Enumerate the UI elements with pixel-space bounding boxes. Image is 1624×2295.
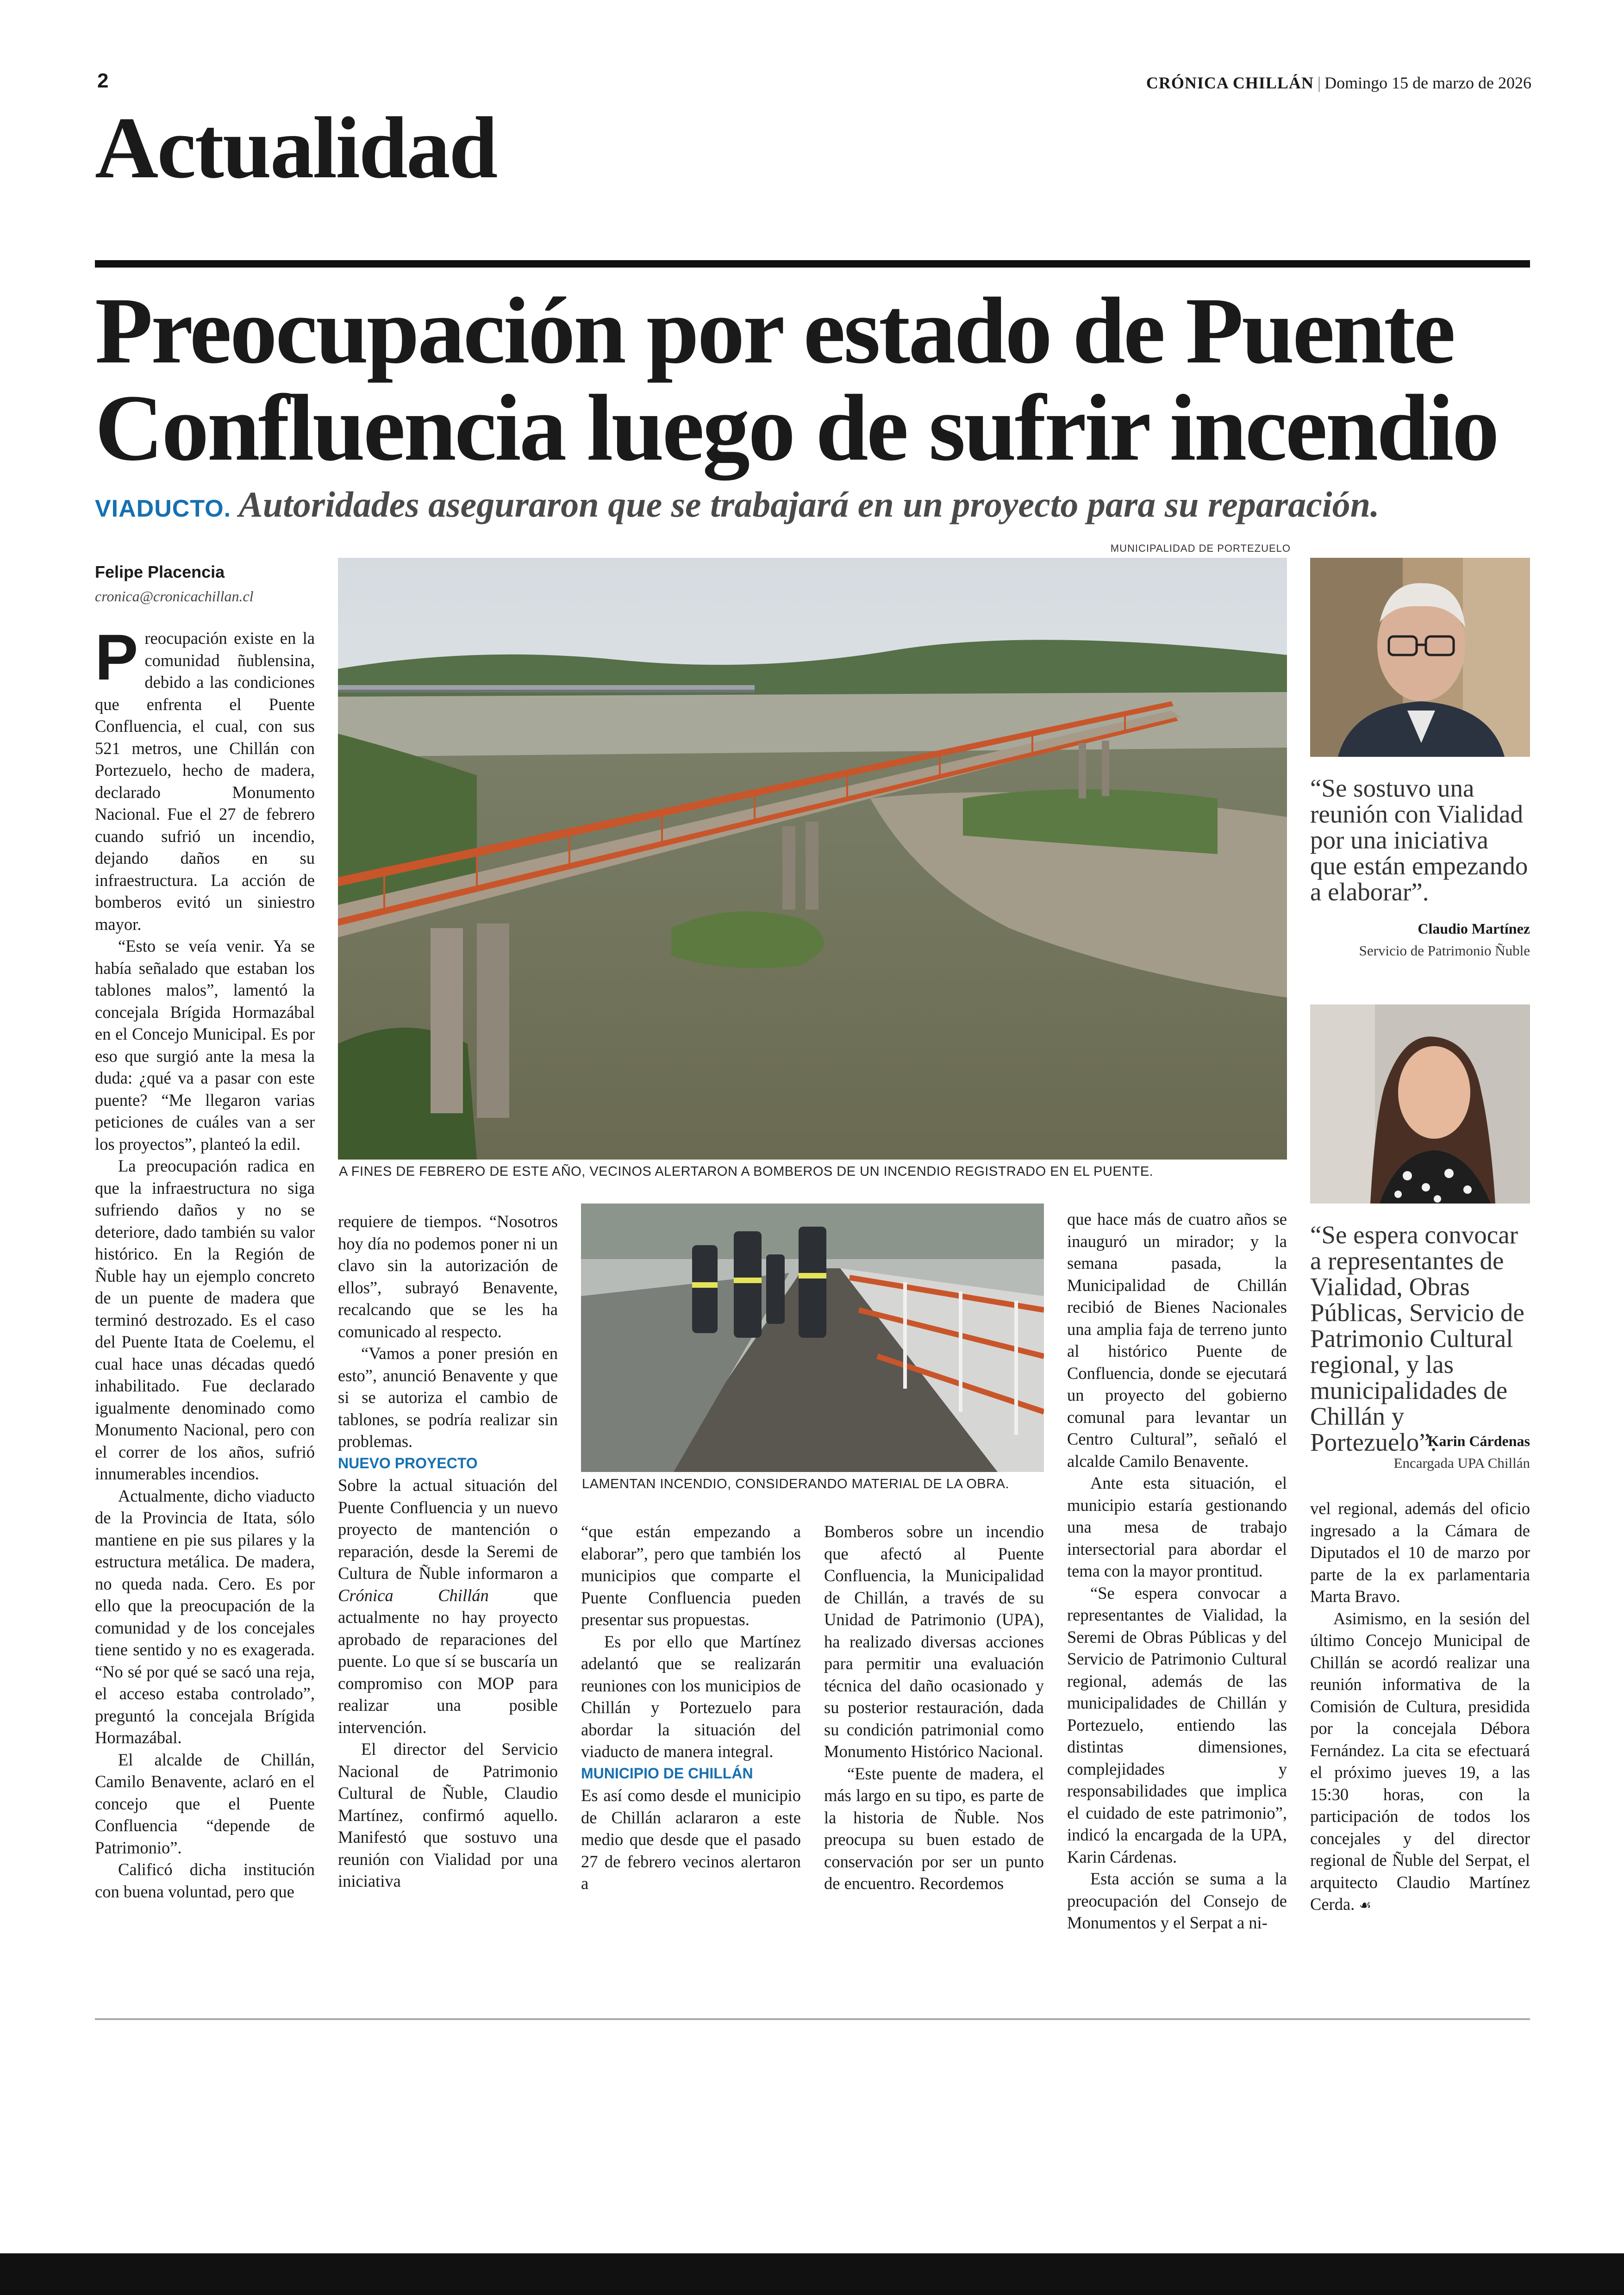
page-number: 2 bbox=[97, 69, 109, 92]
masthead bbox=[1146, 73, 1531, 93]
paragraph: Es por ello que Martínez adelantó que se realizarán reuniones con los municipios de Chillán y Portezuelo para abordar la situación del viaducto de manera integral. bbox=[581, 1632, 801, 1761]
paragraph: El alcalde de Chillán, Camilo Benavente, aclaró en el concejo que el Puente Confluencia “depende de Patrimonio”. bbox=[95, 1750, 315, 1857]
quote-2-role: Encargada UPA Chillán bbox=[1393, 1455, 1530, 1471]
firefighters-photo bbox=[581, 1204, 1044, 1472]
paragraph: que hace más de cuatro años se inauguró un mirador; y la semana pasada, la Municipalidad de Chillán recibió de Bienes Nacionales una amplia faja de terreno junto al histórico Puente de Confluencia, donde se ejecutará un proyecto del gobierno comunal para levantar un Centro Cultural”, señaló el alcalde Camilo Benavente. bbox=[1067, 1210, 1287, 1471]
portrait-karin-cardenas bbox=[1310, 1004, 1530, 1204]
column-2 bbox=[338, 1210, 558, 1892]
quote-1-role: Servicio de Patrimonio Ñuble bbox=[1359, 942, 1530, 959]
footer-rule bbox=[95, 2018, 1530, 2020]
second-photo-caption: LAMENTAN INCENDIO, CONSIDERANDO MATERIAL DE LA OBRA. bbox=[582, 1477, 1010, 1491]
paragraph bbox=[338, 1474, 558, 1738]
column-5 bbox=[1067, 1208, 1287, 1934]
publication-mention: Crónica Chillán bbox=[338, 1585, 489, 1605]
main-photo-caption: A FINES DE FEBRERO DE ESTE AÑO, VECINOS ALERTARON A BOMBEROS DE UN INCENDIO REGISTRADO EN EL PUENTE. bbox=[339, 1164, 1154, 1179]
paragraph: vel regional, además del oficio ingresado a la Cámara de Diputados el 10 de marzo por parte de la ex parlamentaria Marta Bravo. bbox=[1310, 1499, 1530, 1606]
publication-name: CRÓNICA CHILLÁN bbox=[1146, 74, 1314, 92]
photo-credit: MUNICIPALIDAD DE PORTEZUELO bbox=[1110, 543, 1291, 554]
text-run: Sobre la actual situación del Puente Confluencia y un nuevo proyecto de mantención o reparación, desde la Seremi de Cultura de Ñuble informaron a bbox=[338, 1476, 558, 1583]
author-name: Felipe Placencia bbox=[95, 562, 225, 581]
paragraph: Calificó dicha institución con buena voluntad, pero que bbox=[95, 1860, 315, 1901]
paragraph: La preocupación radica en que la infraestructura no siga sufriendo daños y no se deteriore, dado también su valor histórico. En la Región de Ñuble hay un ejemplo concreto de un puente de madera que terminó destrozado. Es el caso del Puente Itata de Coelemu, el cual hace unas décadas quedó inhabilitado. Fue declarado igualmente denominado como Monumento Nacional, pero con el correr de los años, sufrió innumerables incendios. bbox=[95, 1156, 315, 1483]
paragraph: Es así como desde el municipio de Chillán aclararon a este medio que desde que el pasado 27 de febrero vecinos alertaron a bbox=[581, 1786, 801, 1893]
bottom-bar bbox=[0, 2253, 1624, 2295]
column-4 bbox=[824, 1521, 1044, 1895]
subhead-municipio: MUNICIPIO DE CHILLÁN bbox=[581, 1765, 753, 1782]
paragraph: El director del Servicio Nacional de Patrimonio Cultural de Ñuble, Claudio Martínez, confirmó aquello. Manifestó que sostuvo una reunión con Vialidad por una iniciativa bbox=[338, 1740, 558, 1890]
publication-date: Domingo 15 de marzo de 2026 bbox=[1324, 74, 1531, 92]
pull-quote-2: “Se espera convocar a representantes de Vialidad, Obras Públicas, Servicio de Patrimonio Cultural regional, y las municipalidades de Chillán y Portezuelo”. bbox=[1310, 1221, 1524, 1456]
paragraph bbox=[1310, 1608, 1530, 1917]
main-photo-bridge bbox=[338, 558, 1287, 1160]
quote-2-name: Karin Cárdenas bbox=[1427, 1433, 1530, 1449]
paragraph: Bomberos sobre un incendio que afectó al Puente Confluencia, la Municipalidad de Chillán, a través de su Unidad de Patrimonio (UPA), ha realizado diversas acciones para permitir una evaluación técnica del daño ocasionado y su posterior restauración, dada su condición patrimonial como Monumento Histórico Nacional. bbox=[824, 1522, 1044, 1761]
portrait-claudio-martinez bbox=[1310, 558, 1530, 757]
paragraph: “Este puente de madera, el más largo en su tipo, es parte de la historia de Ñuble. Nos preocupa su buen estado de conservación por ser un punto de encuentro. Recordemos bbox=[824, 1764, 1044, 1893]
paragraph: “que están empezando a elaborar”, pero que también los municipios que comparte el Puente Confluencia pueden presentar sus propuestas. bbox=[581, 1522, 801, 1629]
paragraph: Esta acción se suma a la preocupación del Consejo de Monumentos y el Serpat a ni- bbox=[1067, 1869, 1287, 1932]
quote-1-name: Claudio Martínez bbox=[1418, 920, 1530, 937]
header-rule bbox=[95, 260, 1530, 268]
paragraph: requiere de tiempos. “Nosotros hoy día no podemos poner ni un clavo sin la autorización de ellos”, subrayó Benavente, recalcando que se les ha comunicado al respecto. bbox=[338, 1212, 558, 1341]
paragraph: “Se espera convocar a representantes de Vialidad, la Seremi de Obras Públicas y del Servicio de Patrimonio Cultural regional, además de las municipalidades de Chillán y Portezuelo, entiendo las distintas dimensiones, complejidades y responsabilidades que implica el cuidado de este patrimonio”, indicó la encargada de la UPA, Karin Cárdenas. bbox=[1067, 1583, 1287, 1866]
kicker-tag: VIADUCTO. bbox=[95, 495, 231, 522]
column-1 bbox=[95, 621, 315, 1902]
paragraph: reocupación existe en la comunidad ñublensina, debido a las condiciones que enfrenta el Puente Confluencia, el cual, con sus 521 metros, une Chillán con Portezuelo, hecho de madera, declarado Monumento Nacional. Fue el 27 de febrero cuando sufrió un incendio, dejando daños en su infraestructura. La acción de bomberos evitó un siniestro mayor. bbox=[95, 629, 315, 934]
text-run: Asimismo, en la sesión del último Concejo Municipal de Chillán se acordó realizar una reunión informativa de la Comisión de Cultura, presidida por la concejala Débora Fernández. La cita se efectuará el próximo jueves 19, a las 15:30 horas, con la participación de todos los concejales y del director regional de Ñuble del Serpat, el arquitecto Claudio Martínez Cerda. bbox=[1310, 1609, 1530, 1914]
section-title: Actualidad bbox=[95, 100, 497, 197]
column-6 bbox=[1310, 1497, 1530, 1917]
subhead-nuevo-proyecto: NUEVO PROYECTO bbox=[338, 1454, 478, 1472]
end-mark-icon: ☙ bbox=[1359, 1897, 1372, 1914]
paragraph: “Esto se veía venir. Ya se había señalado que estaban los tablones malos”, lamentó la concejala Brígida Hormazábal en el Concejo Municipal. Es por eso que surgió ante la mesa la duda: ¿qué va a pasar con este puente? “Me llegaron varias peticiones de cuáles van a ser los proyectos”, planteó la edil. bbox=[95, 936, 315, 1154]
paragraph: “Vamos a poner presión en esto”, anunció Benavente y que si se autoriza el cambio de tablones, se podría realizar sin problemas. bbox=[338, 1344, 558, 1451]
pull-quote-1: “Se sostuvo una reunión con Vialidad por una iniciativa que están empezando a elaborar”. bbox=[1310, 774, 1528, 906]
headline: Preocupación por estado de Puente Confluencia luego de sufrir incendio bbox=[95, 278, 1498, 480]
column-3 bbox=[581, 1521, 801, 1895]
paragraph: Ante esta situación, el municipio estaría gestionando una mesa de trabajo intersectorial para abordar el tema con la mayor prontitud. bbox=[1067, 1473, 1287, 1580]
text-run: que actualmente no hay proyecto aprobado de reparaciones del puente. Lo que sí se buscaría un compromiso con MOP para realizar una posible intervención. bbox=[338, 1585, 558, 1737]
dropcap: P bbox=[95, 621, 138, 693]
paragraph: Actualmente, dicho viaducto de la Provincia de Itata, sólo mantiene en pie sus pilares y la estructura metálica. De madera, no queda nada. Cero. Es por ello que la preocupación de la comunidad y de los concejales tiene sentido y no es exagerada. “No sé por qué se sacó una reja, el acceso estaba controlado”, preguntó la concejala Brígida Hormazábal. bbox=[95, 1486, 315, 1747]
kicker bbox=[95, 484, 1379, 525]
kicker-text: Autoridades aseguraron que se trabajará en un proyecto para su reparación. bbox=[238, 484, 1380, 524]
author-email[interactable]: cronica@cronicachillan.cl bbox=[95, 588, 254, 605]
masthead-separator: | bbox=[1317, 74, 1321, 92]
